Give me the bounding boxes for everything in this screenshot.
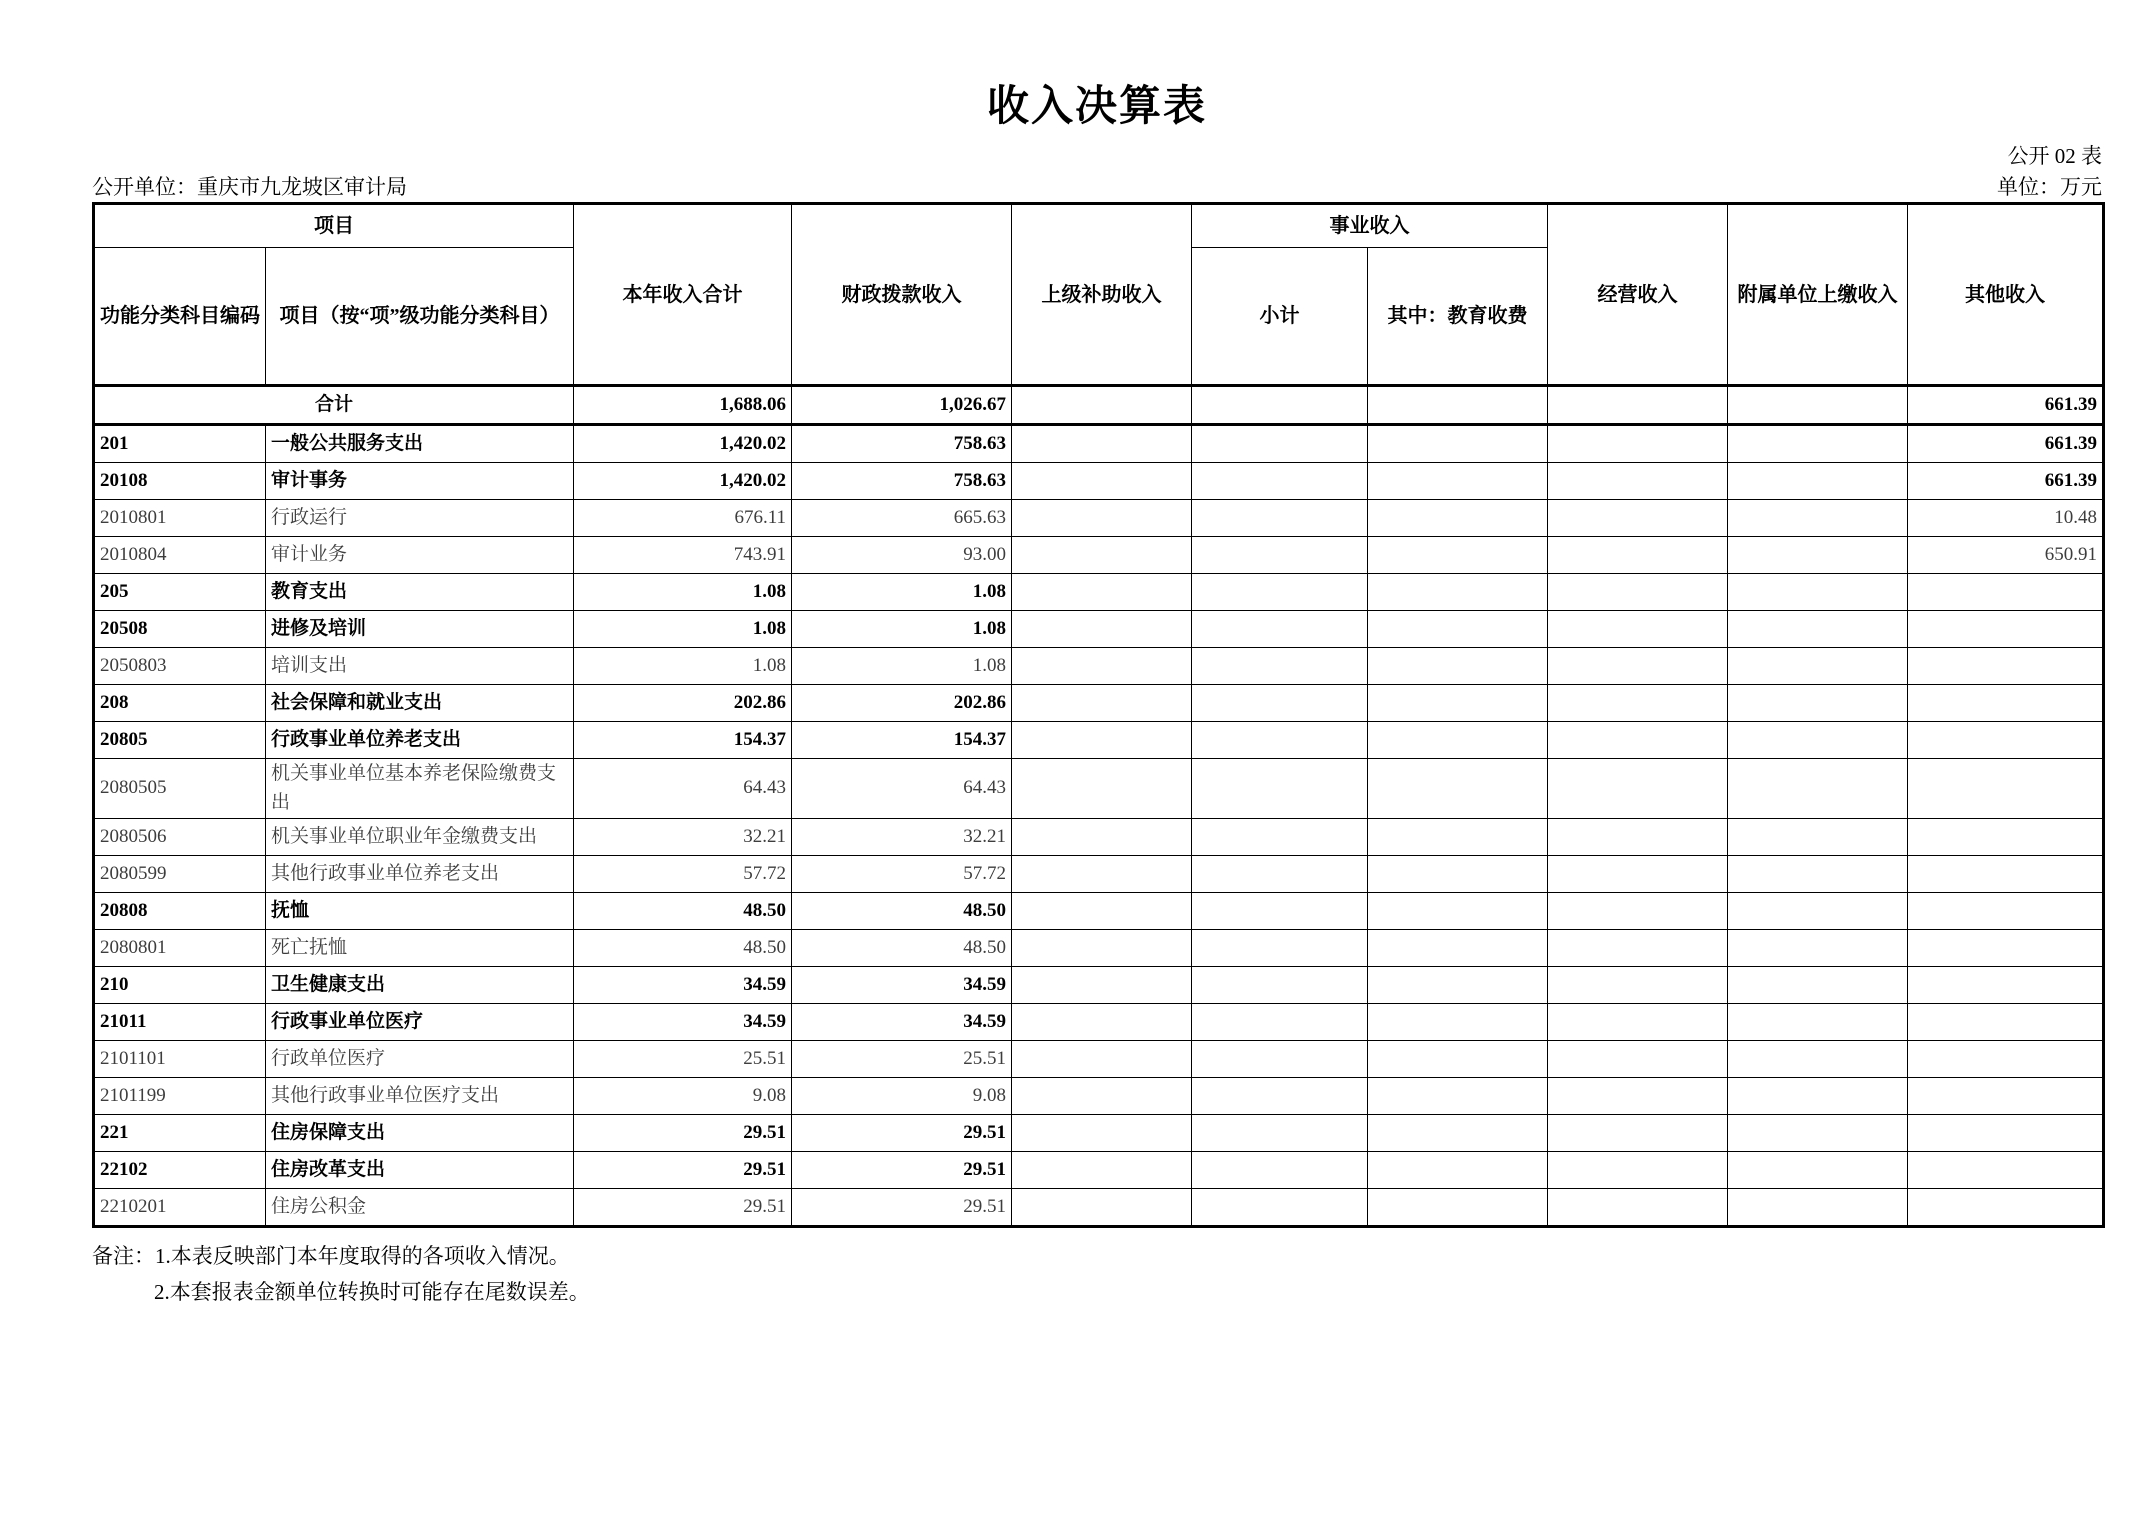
table-row: [94, 685, 2104, 722]
value-cell: 758.63: [792, 425, 1012, 463]
value-cell: [1368, 893, 1548, 930]
value-cell: 202.86: [574, 685, 792, 722]
value-cell: [1192, 1189, 1368, 1227]
value-cell: 1,688.06: [574, 386, 792, 425]
value-cell: 1,420.02: [574, 463, 792, 500]
value-cell: 1.08: [792, 574, 1012, 611]
value-cell: [1012, 856, 1192, 893]
value-cell: 34.59: [792, 1004, 1012, 1041]
value-cell: 1.08: [792, 648, 1012, 685]
value-cell: [1728, 893, 1908, 930]
project-cell: 死亡抚恤: [266, 930, 574, 967]
value-cell: [1908, 930, 2104, 967]
value-cell: [1548, 386, 1728, 425]
value-cell: [1368, 1078, 1548, 1115]
code-cell: 2010804: [94, 537, 266, 574]
value-cell: [1728, 386, 1908, 425]
value-cell: [1548, 1152, 1728, 1189]
code-cell: 20805: [94, 722, 266, 759]
value-cell: [1548, 1115, 1728, 1152]
table-row: [94, 500, 2104, 537]
value-cell: 661.39: [1908, 425, 2104, 463]
value-cell: [1012, 648, 1192, 685]
value-cell: [1728, 537, 1908, 574]
value-cell: 25.51: [792, 1041, 1012, 1078]
project-cell: 住房保障支出: [266, 1115, 574, 1152]
table-row: [94, 856, 2104, 893]
value-cell: [1728, 722, 1908, 759]
value-cell: 57.72: [574, 856, 792, 893]
value-cell: 29.51: [574, 1189, 792, 1227]
value-cell: [1012, 463, 1192, 500]
value-cell: [1548, 500, 1728, 537]
value-cell: 34.59: [574, 967, 792, 1004]
value-cell: [1548, 463, 1728, 500]
value-cell: 29.51: [574, 1152, 792, 1189]
value-cell: [1908, 967, 2104, 1004]
value-cell: 29.51: [792, 1115, 1012, 1152]
value-cell: [1192, 759, 1368, 819]
value-cell: 34.59: [574, 1004, 792, 1041]
project-cell: 行政单位医疗: [266, 1041, 574, 1078]
value-cell: [1908, 685, 2104, 722]
project-cell: 行政事业单位养老支出: [266, 722, 574, 759]
project-cell: 培训支出: [266, 648, 574, 685]
value-cell: [1368, 722, 1548, 759]
value-cell: [1728, 648, 1908, 685]
value-cell: [1192, 425, 1368, 463]
value-cell: [1908, 574, 2104, 611]
total-label-cell: 合计: [94, 386, 574, 425]
code-cell: 208: [94, 685, 266, 722]
project-cell: 行政运行: [266, 500, 574, 537]
table-row: [94, 574, 2104, 611]
table-row: [94, 1152, 2104, 1189]
project-cell: 审计事务: [266, 463, 574, 500]
table-row: [94, 648, 2104, 685]
value-cell: 48.50: [792, 930, 1012, 967]
header-operating-income: 经营收入: [1548, 204, 1728, 386]
project-cell: 社会保障和就业支出: [266, 685, 574, 722]
value-cell: [1728, 574, 1908, 611]
header-row-1: [94, 204, 2104, 248]
value-cell: [1012, 819, 1192, 856]
value-cell: [1368, 574, 1548, 611]
document-content: [92, 0, 2102, 1310]
value-cell: [1728, 1189, 1908, 1227]
value-cell: [1192, 1078, 1368, 1115]
value-cell: [1728, 967, 1908, 1004]
code-cell: 2101199: [94, 1078, 266, 1115]
value-cell: 661.39: [1908, 463, 2104, 500]
value-cell: [1548, 967, 1728, 1004]
value-cell: [1192, 648, 1368, 685]
table-row: [94, 463, 2104, 500]
code-cell: 2080801: [94, 930, 266, 967]
project-cell: 抚恤: [266, 893, 574, 930]
value-cell: [1368, 930, 1548, 967]
note-line-1: 备注：1.本表反映部门本年度取得的各项收入情况。: [92, 1244, 570, 1269]
table-row: [94, 386, 2104, 425]
value-cell: [1908, 648, 2104, 685]
value-cell: [1728, 856, 1908, 893]
value-cell: [1728, 500, 1908, 537]
project-cell: 住房改革支出: [266, 1152, 574, 1189]
value-cell: [1192, 819, 1368, 856]
value-cell: [1192, 386, 1368, 425]
table-row: [94, 611, 2104, 648]
value-cell: [1548, 819, 1728, 856]
value-cell: [1012, 500, 1192, 537]
value-cell: [1908, 1041, 2104, 1078]
project-cell: 一般公共服务支出: [266, 425, 574, 463]
value-cell: [1368, 1041, 1548, 1078]
value-cell: [1192, 500, 1368, 537]
value-cell: [1192, 722, 1368, 759]
value-cell: 676.11: [574, 500, 792, 537]
value-cell: [1548, 537, 1728, 574]
value-cell: [1012, 425, 1192, 463]
notes: [92, 1238, 2102, 1310]
header-project-group: 项目: [94, 204, 574, 248]
value-cell: [1548, 930, 1728, 967]
value-cell: [1192, 537, 1368, 574]
value-cell: [1368, 1189, 1548, 1227]
value-cell: [1548, 425, 1728, 463]
value-cell: [1012, 1078, 1192, 1115]
table-header: [94, 204, 2104, 386]
project-cell: 机关事业单位基本养老保险缴费支出: [266, 759, 574, 819]
value-cell: 154.37: [574, 722, 792, 759]
code-cell: 2050803: [94, 648, 266, 685]
code-cell: 20508: [94, 611, 266, 648]
project-cell: 进修及培训: [266, 611, 574, 648]
value-cell: [1368, 685, 1548, 722]
value-cell: [1908, 1004, 2104, 1041]
table-row: [94, 537, 2104, 574]
project-cell: 卫生健康支出: [266, 967, 574, 1004]
page-title: 收入决算表: [986, 84, 1207, 130]
value-cell: [1368, 819, 1548, 856]
value-cell: 29.51: [792, 1152, 1012, 1189]
value-cell: 29.51: [792, 1189, 1012, 1227]
header-affiliated-income: 附属单位上缴收入: [1728, 204, 1908, 386]
header-total-income: 本年收入合计: [574, 204, 792, 386]
value-cell: [1368, 611, 1548, 648]
value-cell: [1012, 930, 1192, 967]
value-cell: [1012, 574, 1192, 611]
value-cell: [1728, 1078, 1908, 1115]
value-cell: 1.08: [792, 611, 1012, 648]
value-cell: [1368, 1152, 1548, 1189]
value-cell: [1192, 611, 1368, 648]
table-row: [94, 1004, 2104, 1041]
value-cell: [1908, 1115, 2104, 1152]
value-cell: 1.08: [574, 574, 792, 611]
value-cell: [1368, 500, 1548, 537]
project-cell: 其他行政事业单位养老支出: [266, 856, 574, 893]
project-cell: 行政事业单位医疗: [266, 1004, 574, 1041]
value-cell: [1012, 722, 1192, 759]
value-cell: [1548, 722, 1728, 759]
project-cell: 住房公积金: [266, 1189, 574, 1227]
value-cell: [1012, 1189, 1192, 1227]
unit-label: 单位：万元: [1997, 175, 2102, 200]
value-cell: [1548, 759, 1728, 819]
value-cell: 665.63: [792, 500, 1012, 537]
project-cell: 其他行政事业单位医疗支出: [266, 1078, 574, 1115]
value-cell: [1548, 856, 1728, 893]
value-cell: [1012, 759, 1192, 819]
value-cell: 661.39: [1908, 386, 2104, 425]
table-body: [94, 386, 2104, 1227]
value-cell: [1012, 1115, 1192, 1152]
value-cell: [1728, 819, 1908, 856]
value-cell: 25.51: [574, 1041, 792, 1078]
header-other-income: 其他收入: [1908, 204, 2104, 386]
header-fiscal-income: 财政拨款收入: [792, 204, 1012, 386]
value-cell: [1548, 1041, 1728, 1078]
value-cell: [1728, 685, 1908, 722]
header-subtotal: 小计: [1192, 248, 1368, 386]
value-cell: [1012, 611, 1192, 648]
value-cell: [1192, 1004, 1368, 1041]
value-cell: 1,026.67: [792, 386, 1012, 425]
value-cell: [1368, 463, 1548, 500]
value-cell: [1368, 537, 1548, 574]
value-cell: 1,420.02: [574, 425, 792, 463]
code-cell: 2101101: [94, 1041, 266, 1078]
code-cell: 221: [94, 1115, 266, 1152]
code-cell: 2210201: [94, 1189, 266, 1227]
code-cell: 205: [94, 574, 266, 611]
value-cell: [1192, 1041, 1368, 1078]
value-cell: [1548, 893, 1728, 930]
value-cell: [1192, 1152, 1368, 1189]
value-cell: [1908, 722, 2104, 759]
meta-row: [92, 174, 2102, 200]
value-cell: [1908, 856, 2104, 893]
value-cell: 1.08: [574, 611, 792, 648]
value-cell: [1192, 893, 1368, 930]
table-row: [94, 425, 2104, 463]
value-cell: 32.21: [792, 819, 1012, 856]
table-row: [94, 1041, 2104, 1078]
code-cell: 20808: [94, 893, 266, 930]
value-cell: [1728, 1115, 1908, 1152]
code-cell: 22102: [94, 1152, 266, 1189]
code-cell: 2080505: [94, 759, 266, 819]
value-cell: 57.72: [792, 856, 1012, 893]
value-cell: [1548, 1004, 1728, 1041]
value-cell: [1908, 759, 2104, 819]
value-cell: [1728, 1004, 1908, 1041]
value-cell: [1548, 1078, 1728, 1115]
code-cell: 2080599: [94, 856, 266, 893]
value-cell: [1368, 1004, 1548, 1041]
code-cell: 201: [94, 425, 266, 463]
value-cell: 64.43: [574, 759, 792, 819]
code-cell: 20108: [94, 463, 266, 500]
note-line-2: 2.本套报表金额单位转换时可能存在尾数误差。: [154, 1280, 590, 1305]
value-cell: [1368, 1115, 1548, 1152]
table-row: [94, 759, 2104, 819]
value-cell: 758.63: [792, 463, 1012, 500]
value-cell: [1192, 1115, 1368, 1152]
value-cell: 743.91: [574, 537, 792, 574]
header-business-income-group: 事业收入: [1192, 204, 1548, 248]
value-cell: [1548, 611, 1728, 648]
value-cell: 48.50: [574, 893, 792, 930]
value-cell: [1728, 611, 1908, 648]
value-cell: [1368, 967, 1548, 1004]
value-cell: [1908, 819, 2104, 856]
code-cell: 210: [94, 967, 266, 1004]
value-cell: [1908, 1189, 2104, 1227]
value-cell: [1192, 685, 1368, 722]
value-cell: [1908, 1152, 2104, 1189]
value-cell: 650.91: [1908, 537, 2104, 574]
value-cell: [1548, 1189, 1728, 1227]
table-row: [94, 930, 2104, 967]
value-cell: [1192, 856, 1368, 893]
table-row: [94, 967, 2104, 1004]
value-cell: [1368, 856, 1548, 893]
value-cell: [1368, 386, 1548, 425]
value-cell: [1012, 893, 1192, 930]
value-cell: 48.50: [792, 893, 1012, 930]
code-cell: 2010801: [94, 500, 266, 537]
value-cell: [1368, 759, 1548, 819]
value-cell: 48.50: [574, 930, 792, 967]
table-number: 公开 02 表: [2007, 144, 2102, 169]
header-education-fee: 其中：教育收费: [1368, 248, 1548, 386]
header-superior-subsidy: 上级补助收入: [1012, 204, 1192, 386]
value-cell: [1728, 1152, 1908, 1189]
value-cell: [1192, 574, 1368, 611]
value-cell: [1012, 1004, 1192, 1041]
header-function-code: 功能分类科目编码: [94, 248, 266, 386]
value-cell: [1548, 574, 1728, 611]
table-row: [94, 1189, 2104, 1227]
value-cell: 9.08: [574, 1078, 792, 1115]
project-cell: 教育支出: [266, 574, 574, 611]
value-cell: 202.86: [792, 685, 1012, 722]
value-cell: [1728, 759, 1908, 819]
value-cell: [1012, 537, 1192, 574]
value-cell: 29.51: [574, 1115, 792, 1152]
value-cell: [1728, 930, 1908, 967]
code-cell: 21011: [94, 1004, 266, 1041]
value-cell: [1012, 685, 1192, 722]
table-row: [94, 1078, 2104, 1115]
income-statement-table: [92, 202, 2105, 1228]
value-cell: [1548, 648, 1728, 685]
value-cell: [1368, 425, 1548, 463]
value-cell: [1012, 967, 1192, 1004]
value-cell: [1012, 386, 1192, 425]
value-cell: 93.00: [792, 537, 1012, 574]
value-cell: [1728, 1041, 1908, 1078]
table-row: [94, 819, 2104, 856]
value-cell: [1548, 685, 1728, 722]
value-cell: 10.48: [1908, 500, 2104, 537]
value-cell: [1192, 463, 1368, 500]
project-cell: 审计业务: [266, 537, 574, 574]
table-row: [94, 893, 2104, 930]
code-cell: 2080506: [94, 819, 266, 856]
value-cell: [1012, 1041, 1192, 1078]
value-cell: [1908, 893, 2104, 930]
value-cell: [1192, 967, 1368, 1004]
value-cell: [1728, 463, 1908, 500]
value-cell: [1728, 425, 1908, 463]
value-cell: [1368, 648, 1548, 685]
value-cell: 34.59: [792, 967, 1012, 1004]
value-cell: 64.43: [792, 759, 1012, 819]
value-cell: [1908, 1078, 2104, 1115]
value-cell: 32.21: [574, 819, 792, 856]
value-cell: [1908, 611, 2104, 648]
value-cell: 9.08: [792, 1078, 1012, 1115]
org-label: 公开单位：重庆市九龙坡区审计局: [92, 175, 407, 200]
table-row: [94, 722, 2104, 759]
table-row: [94, 1115, 2104, 1152]
value-cell: [1012, 1152, 1192, 1189]
value-cell: [1192, 930, 1368, 967]
value-cell: 154.37: [792, 722, 1012, 759]
project-cell: 机关事业单位职业年金缴费支出: [266, 819, 574, 856]
header-project-name: 项目（按“项”级功能分类科目）: [266, 248, 574, 386]
value-cell: 1.08: [574, 648, 792, 685]
